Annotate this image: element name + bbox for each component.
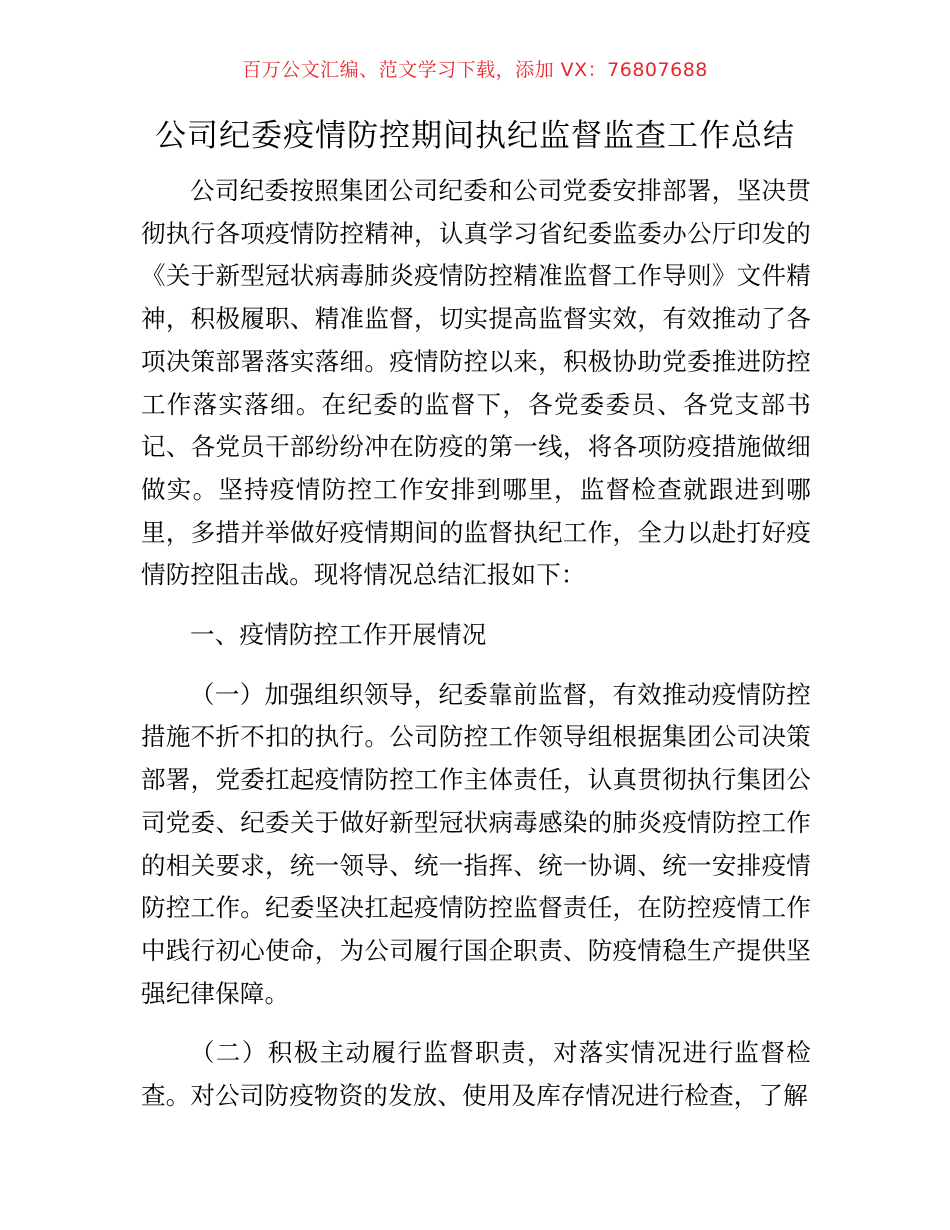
document-title: 公司纪委疫情防控期间执纪监督监查工作总结 (155, 118, 795, 154)
intro-paragraph: 公司纪委按照集团公司纪委和公司党委安排部署，坚决贯彻执行各项疫情防控精神，认真学习省纪委监委办公厅印发的《关于新型冠状病毒肺炎疫情防控精准监督工作导则》文件精神，积极履职、精准监督，切实提高监督实效，有效推动了各项决策部署落实落细。疫情防控以来，积极协助党委推进防控工作落实落细。在纪委的监督下，各党委委员、各党支部书记、各党员干部纷纷冲在防疫的第一线，将各项防疫措施做细做实。坚持疫情防控工作安排到哪里，监督检查就跟进到哪里，多措并举做好疫情期间的监督执纪工作，全力以赴打好疫情防控阻击战。现将情况总结汇报如下： (141, 176, 811, 590)
subsection-paragraph-1: （一）加强组织领导，纪委靠前监督，有效推动疫情防控措施不折不扣的执行。公司防控工作领导组根据集团公司决策部署，党委扛起疫情防控工作主体责任，认真贯彻执行集团公司党委、纪委关于做好新型冠状病毒感染的肺炎疫情防控工作的相关要求，统一领导、统一指挥、统一协调、统一安排疫情防控工作。纪委坚决扛起疫情防控监督责任，在防控疫情工作中践行初心使命，为公司履行国企职责、防疫情稳生产提供坚强纪律保障。 (141, 679, 811, 1008)
section-heading-1: 一、疫情防控工作开展情况 (190, 620, 487, 650)
subsection-paragraph-2: （二）积极主动履行监督职责，对落实情况进行监督检查。对公司防疫物资的发放、使用及库存情况进行检查，了解 (141, 1038, 811, 1111)
document-body (141, 170, 811, 1118)
header-watermark-note: 百万公文汇编、范文学习下载，添加 VX：76807688 (242, 59, 708, 81)
